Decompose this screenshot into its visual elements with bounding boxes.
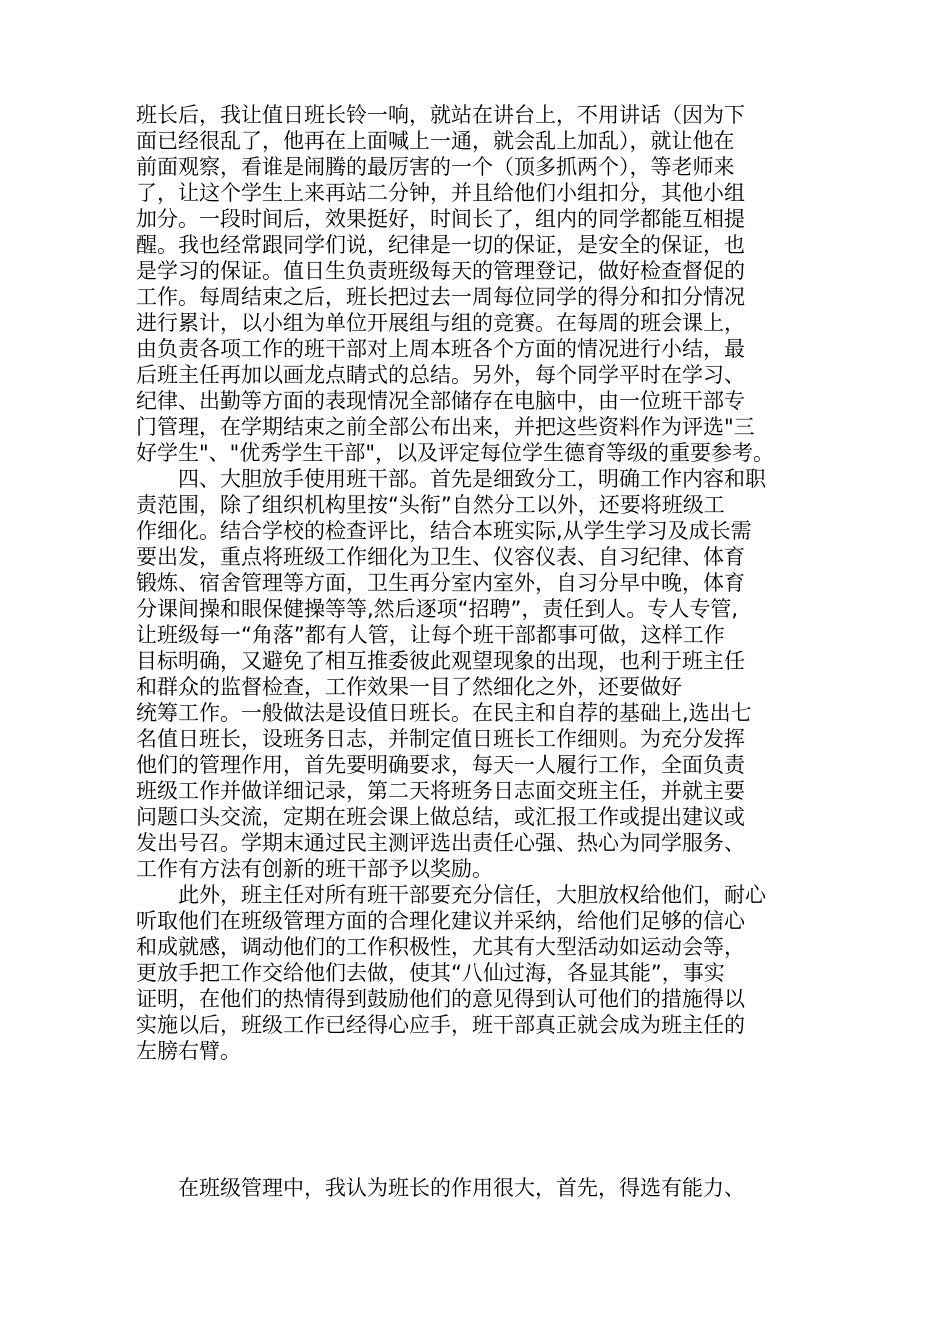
text-line: 让班级每一“角落”都有人管，让每个班干部都事可做，这样工作 [136,623,725,647]
text-line: 四、大胆放手使用班干部。首先是细致分工，明确工作内容和职 [136,467,766,491]
text-line: 他们的管理作用，首先要明确要求，每天一人履行工作，全面负责 [136,753,745,777]
text-line: 进行累计，以小组为单位开展组与组的竞赛。在每周的班会课上， [136,311,745,335]
text-line: 好学生"、"优秀学生干部"，以及评定每位学生德育等级的重要参考。 [136,441,774,465]
text-line: 实施以后，班级工作已经得心应手，班干部真正就会成为班主任的 [136,1013,745,1037]
text-line: 更放手把工作交给他们去做，使其“八仙过海，各显其能”，事实 [136,961,725,985]
closing-text-line: 在班级管理中，我认为班长的作用很大，首先，得选有能力、 [136,1176,745,1200]
text-line: 要出发，重点将班级工作细化为卫生、仪容仪表、自习纪律、体育 [136,545,745,569]
text-line: 班长后，我让值日班长铃一响，就站在讲台上，不用讲话（因为下 [136,103,745,127]
text-line: 和成就感，调动他们的工作积极性，尤其有大型活动如运动会等， [136,935,745,959]
text-line: 听取他们在班级管理方面的合理化建议并采纳，给他们足够的信心 [136,909,745,933]
text-line: 名值日班长，设班务日志，并制定值日班长工作细则。为充分发挥 [136,727,745,751]
text-line: 分课间操和眼保健操等等,然后逐项“招聘”，责任到人。专人专管, [136,597,739,621]
text-line: 面已经很乱了，他再在上面喊上一通，就会乱上加乱），就让他在 [136,129,735,153]
text-line: 此外，班主任对所有班干部要充分信任，大胆放权给他们，耐心 [136,883,766,907]
text-line: 前面观察，看谁是闹腾的最厉害的一个（顶多抓两个），等老师来 [136,155,735,179]
text-line: 左膀右臂。 [136,1039,241,1063]
text-line: 门管理，在学期结束之前全部公布出来，并把这些资料作为评选"三 [136,415,755,439]
text-line: 是学习的保证。值日生负责班级每天的管理登记，做好检查督促的 [136,259,745,283]
text-line: 统筹工作。一般做法是设值日班长。在民主和自荐的基础上,选出七 [136,701,752,725]
text-line: 锻炼、宿舍管理等方面，卫生再分室内室外，自习分早中晚，体育 [136,571,745,595]
text-line: 纪律、出勤等方面的表现情况全部储存在电脑中，由一位班干部专 [136,389,745,413]
text-line: 工作有方法有创新的班干部予以奖励。 [136,857,493,881]
text-line: 问题口头交流，定期在班会课上做总结，或汇报工作或提出建议或 [136,805,745,829]
text-line: 班级工作并做详细记录，第二天将班务日志面交班主任，并就主要 [136,779,745,803]
text-line: 责范围，除了组织机构里按“头衔”自然分工以外，还要将班级工 [136,493,725,517]
text-line: 作细化。结合学校的检查评比，结合本班实际,从学生学习及成长需 [136,519,752,543]
text-line: 加分。一段时间后，效果挺好，时间长了，组内的同学都能互相提 [136,207,745,231]
text-line: 工作。每周结束之后，班长把过去一周每位同学的得分和扣分情况 [136,285,745,309]
text-line: 目标明确，又避免了相互推委彼此观望现象的出现，也利于班主任 [136,649,745,673]
text-line: 由负责各项工作的班干部对上周本班各个方面的情况进行小结，最 [136,337,745,361]
text-line: 证明，在他们的热情得到鼓励他们的意见得到认可他们的措施得以 [136,987,745,1011]
text-line: 醒。我也经常跟同学们说，纪律是一切的保证，是安全的保证，也 [136,233,745,257]
text-line: 发出号召。学期末通过民主测评选出责任心强、热心为同学服务、 [136,831,745,855]
text-line: 后班主任再加以画龙点睛式的总结。另外，每个同学平时在学习、 [136,363,745,387]
text-line: 了，让这个学生上来再站二分钟，并且给他们小组扣分，其他小组 [136,181,745,205]
text-line: 和群众的监督检查，工作效果一目了然细化之外，还要做好 [136,675,682,699]
